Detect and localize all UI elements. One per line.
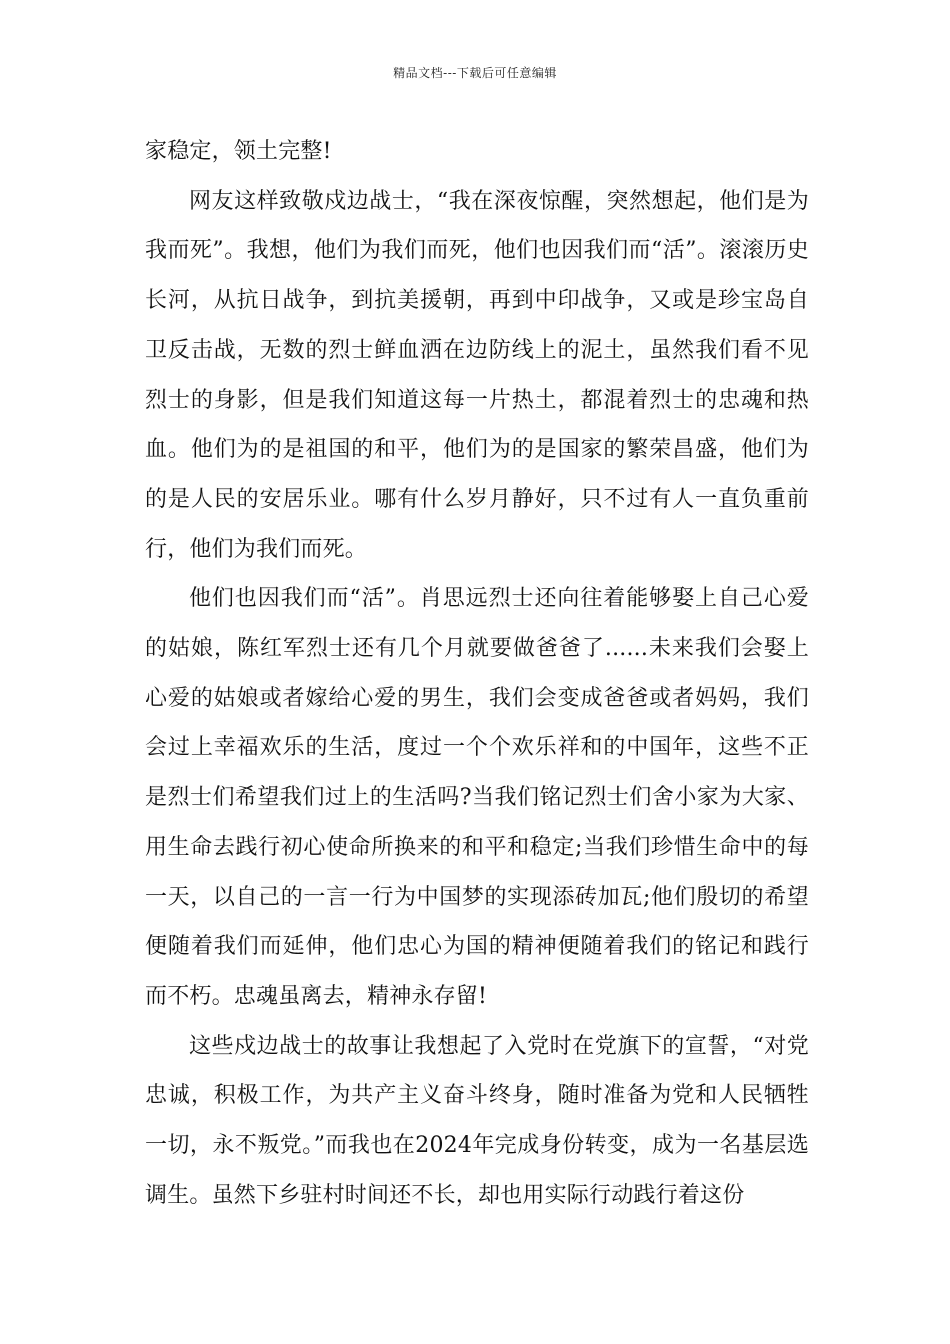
paragraph-1: 家稳定，领土完整! [145,139,332,164]
document-body [145,127,809,1220]
paragraph-2: 网友这样致敬戍边战士，“我在深夜惊醒，突然想起，他们是为我而死”。我想，他们为我们而死，他们也因我们而“活”。滚滚历史长河，从抗日战争，到抗美援朝，再到中印战争，又或是珍宝岛自卫反击战，无数的烈士鲜血洒在边防线上的泥土，虽然我们看不见烈士的身影，但是我们知道这每一片热土，都混着烈士的忠魂和热血。他们为的是祖国的和平，他们为的是国家的繁荣昌盛，他们为的是人民的安居乐业。哪有什么岁月静好，只不过有人一直负重前行，他们为我们而死。 [145,188,809,562]
paragraph-3: 他们也因我们而“活”。肖思远烈士还向往着能够娶上自己心爱的姑娘，陈红军烈士还有几个月就要做爸爸了......未来我们会娶上心爱的姑娘或者嫁给心爱的男生，我们会变成爸爸或者妈妈，我们会过上幸福欢乐的生活，度过一个个欢乐祥和的中国年，这些不正是烈士们希望我们过上的生活吗?当我们铭记烈士们舍小家为大家、用生命去践行初心使命所换来的和平和稳定;当我们珍惜生命中的每一天，以自己的一言一行为中国梦的实现添砖加瓦;他们殷切的希望便随着我们而延伸，他们忠心为国的精神便随着我们的铭记和践行而不朽。忠魂虽离去，精神永存留! [145,586,809,1009]
page-header: 精品文档---下载后可任意编辑 [393,66,557,80]
paragraph-4: 这些戍边战士的故事让我想起了入党时在党旗下的宣誓，“对党忠诚，积极工作，为共产主义奋斗终身，随时准备为党和人民牺牲一切，永不叛党。”而我也在2024年完成身份转变，成为一名基层选调生。虽然下乡驻村时间还不长，却也用实际行动践行着这份 [145,1033,809,1208]
